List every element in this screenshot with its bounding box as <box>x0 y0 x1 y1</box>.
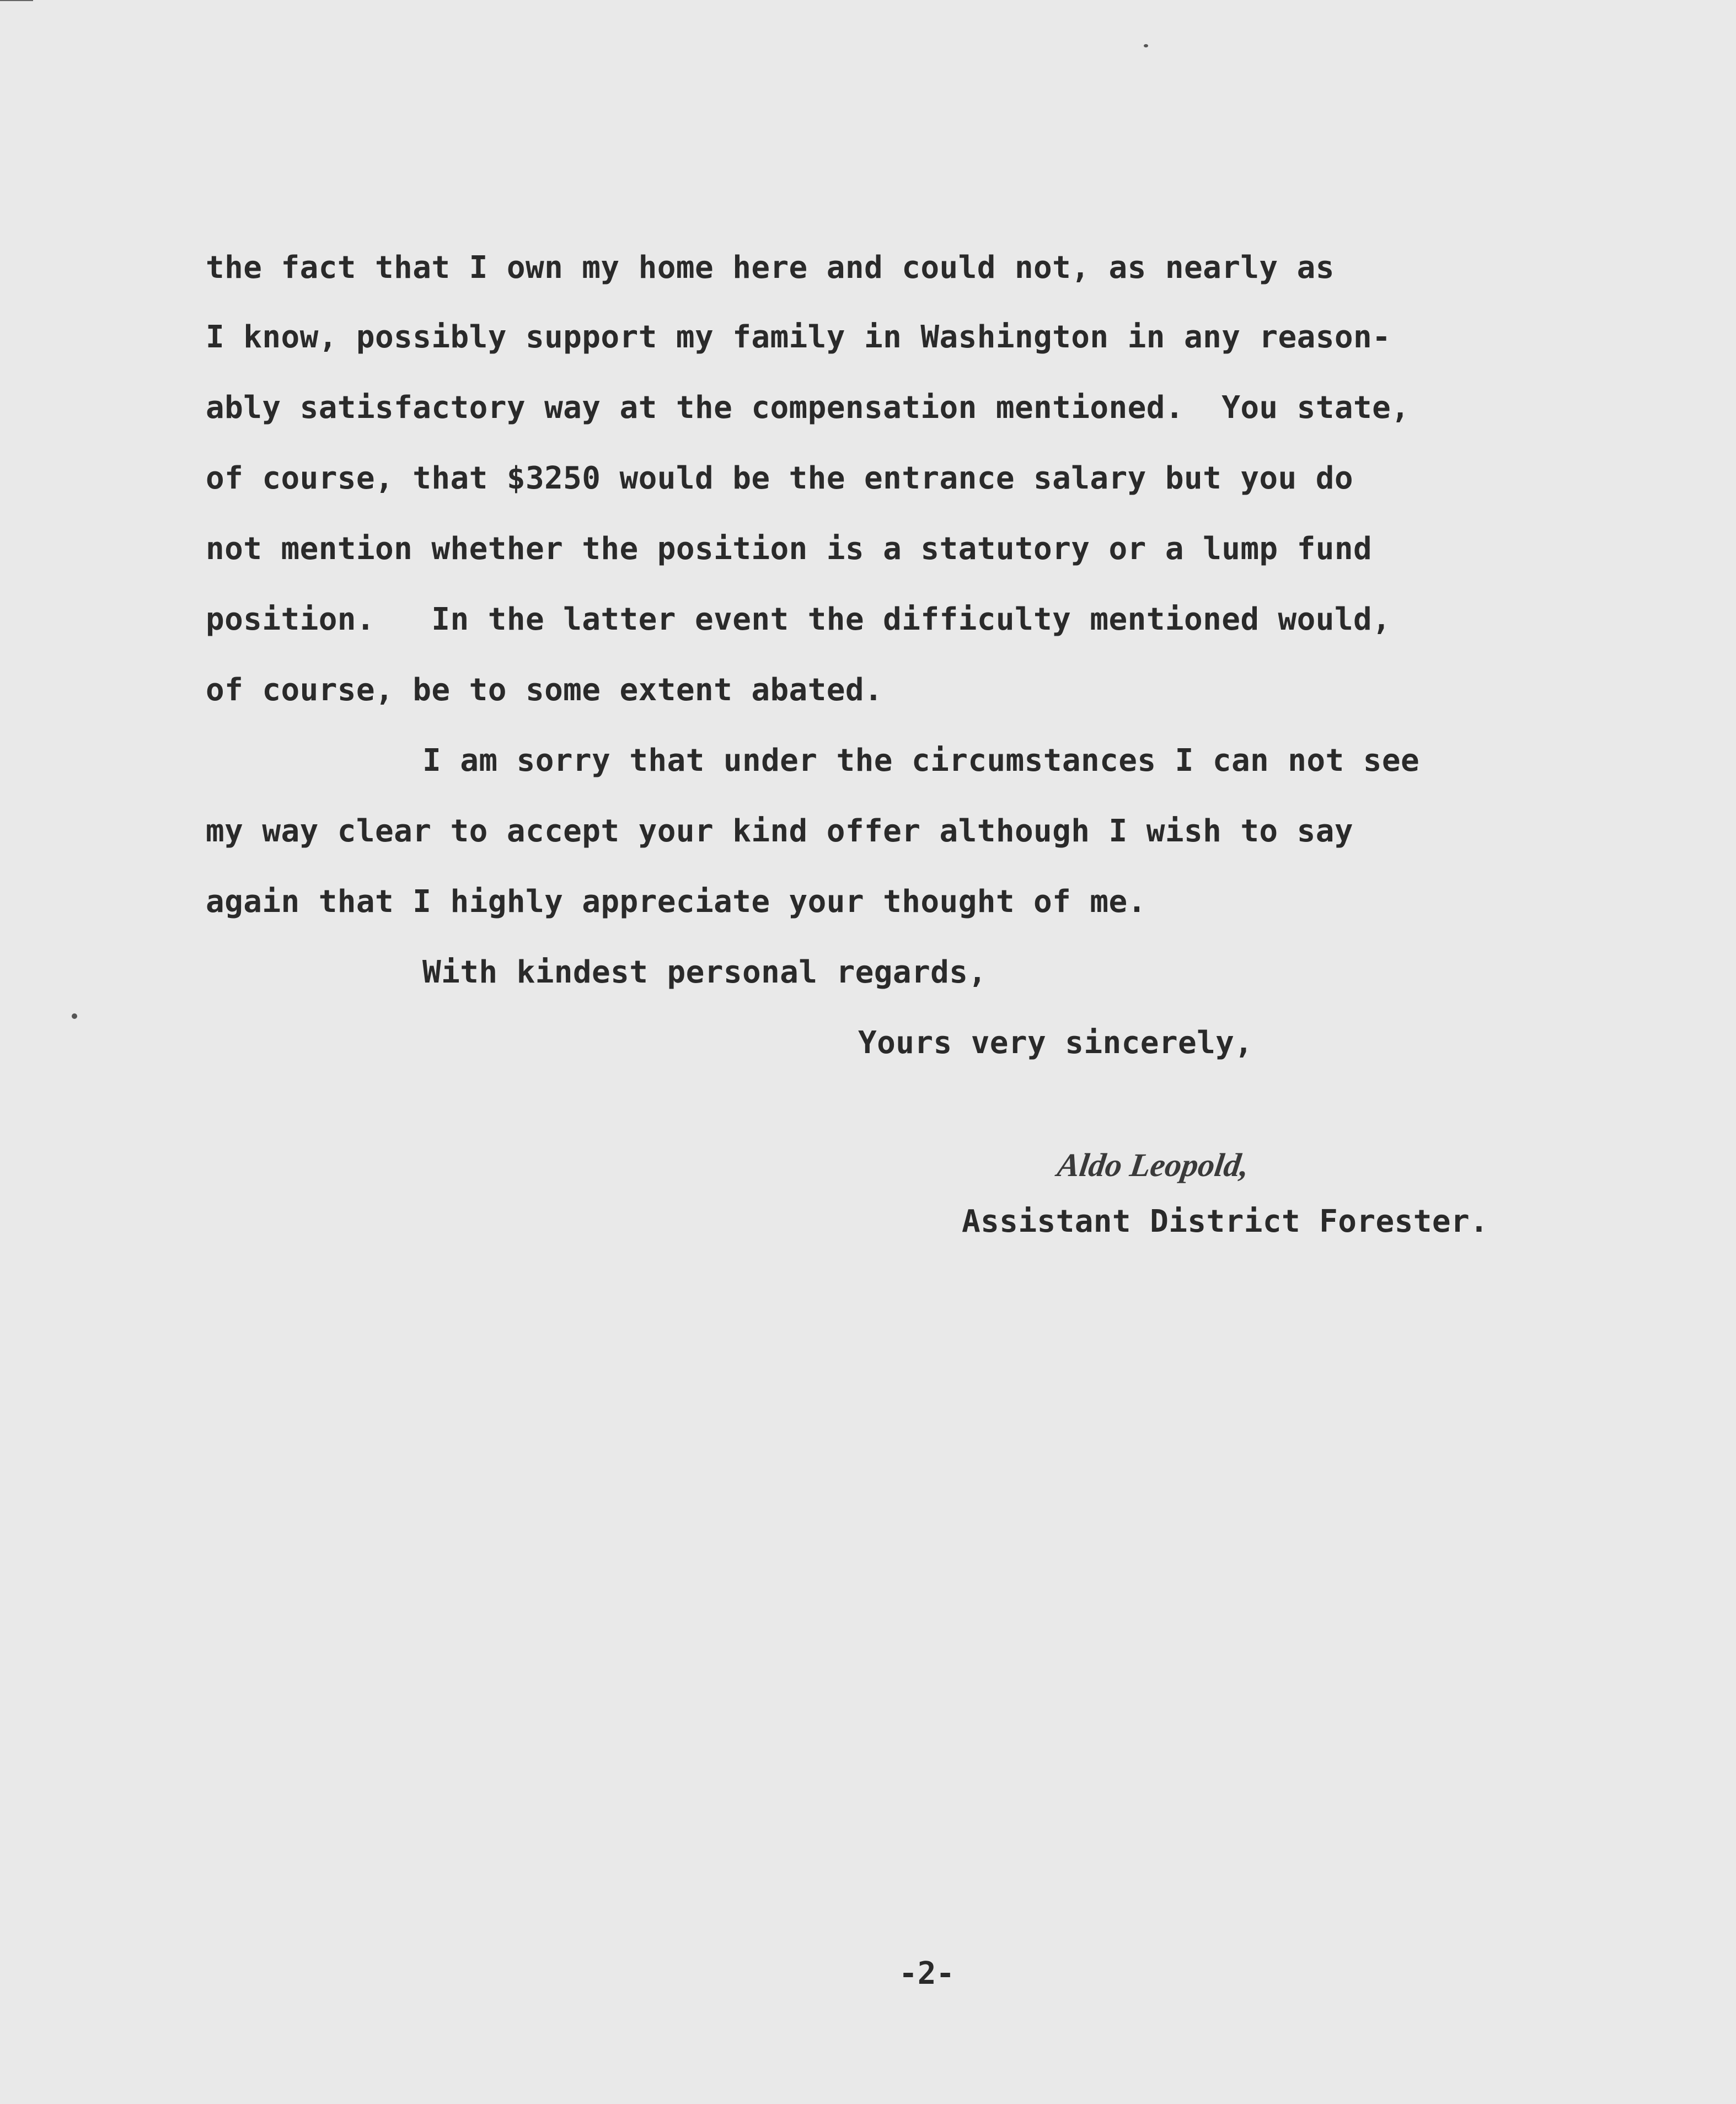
page-edge-mark <box>0 0 33 1</box>
body-line-9: my way clear to accept your kind offer although I wish to say <box>206 813 1354 849</box>
body-line-4: of course, that $3250 would be the entrance salary but you do <box>206 460 1354 496</box>
body-line-2: I know, possibly support my family in Washington in any reason- <box>206 319 1391 355</box>
closing: Yours very sincerely, <box>858 1025 1253 1061</box>
body-line-3: ably satisfactory way at the compensation mentioned. You state, <box>206 390 1410 426</box>
salutation-regards: With kindest personal regards, <box>422 954 987 990</box>
body-line-8: I am sorry that under the circumstances I can not see <box>422 743 1420 779</box>
page-number: -2- <box>899 1956 955 1992</box>
signature: Aldo Leopold, <box>1055 1147 1252 1183</box>
body-line-6: position. In the latter event the difficulty mentioned would, <box>206 602 1391 637</box>
body-line-7: of course, be to some extent abated. <box>206 672 883 708</box>
body-line-5: not mention whether the position is a statutory or a lump fund <box>206 531 1373 567</box>
body-line-1: the fact that I own my home here and could not, as nearly as <box>206 250 1335 286</box>
signer-title: Assistant District Forester. <box>962 1204 1489 1239</box>
body-line-10: again that I highly appreciate your thought of me. <box>206 884 1146 920</box>
ink-speck <box>1144 44 1148 47</box>
ink-speck <box>72 1013 77 1019</box>
